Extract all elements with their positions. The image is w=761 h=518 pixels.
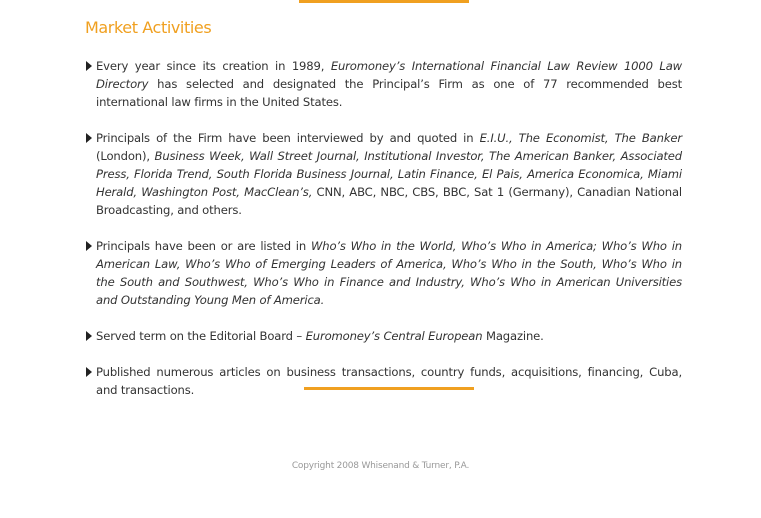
top-divider: [299, 0, 469, 3]
bottom-divider: [304, 387, 474, 390]
body-text: has selected and designated the Principal’s Firm as one of 77 recommended best international law firms in the United States.: [96, 77, 682, 109]
italic-text: E.I.U., The Economist, The Banker: [479, 131, 682, 145]
italic-text: Who’s Who in the World, Who’s Who in America; Who’s Who in American Law, Who’s Who of Emerging Leaders of America, Who’s Who in the South, Who’s Who in the South and Southwest, Who’s Who in Finance and Industry, Who’s Who in American Universities and Outstanding Young Men of America.: [96, 239, 682, 307]
body-text: Principals have been or are listed in: [96, 239, 311, 253]
body-text: CNN, ABC, NBC, CBS, BBC, Sat 1 (Germany), Canadian National Broadcasting, and others.: [96, 185, 682, 217]
body-text: Principals of the Firm have been interviewed by and quoted in: [96, 131, 480, 145]
triangle-bullet-icon: [86, 241, 92, 251]
body-text: (London),: [96, 149, 155, 163]
list-item: [85, 237, 682, 309]
italic-text: Euromoney’s Central European: [305, 329, 483, 343]
copyright-footer: Copyright 2008 Whisenand & Turner, P.A.: [291, 461, 470, 471]
italic-text: Euromoney’s International Financial Law Review 1000 Law Directory: [96, 59, 682, 91]
body-text: Magazine.: [482, 329, 544, 343]
triangle-bullet-icon: [86, 133, 92, 143]
triangle-bullet-icon: [86, 61, 92, 71]
body-text: Every year since its creation in 1989,: [96, 59, 331, 73]
italic-text: Business Week, Wall Street Journal, Institutional Investor, The American Banker, Associated Press, Florida Trend, South Florida Business Journal, Latin Finance, El Pais, America Economica, Miami Herald, Washington Post, MacClean’s,: [96, 149, 682, 199]
list-item: [85, 327, 682, 345]
section-heading: Market Activities: [85, 18, 212, 37]
triangle-bullet-icon: [86, 331, 92, 341]
list-item: [85, 57, 682, 111]
body-text: Published numerous articles on business transactions, country funds, acquisitions, financing, Cuba, and transactions.: [96, 365, 682, 397]
list-item: [85, 129, 682, 219]
triangle-bullet-icon: [86, 367, 92, 377]
activities-list: [85, 57, 682, 417]
body-text: Served term on the Editorial Board –: [96, 329, 306, 343]
list-item: [85, 363, 682, 399]
